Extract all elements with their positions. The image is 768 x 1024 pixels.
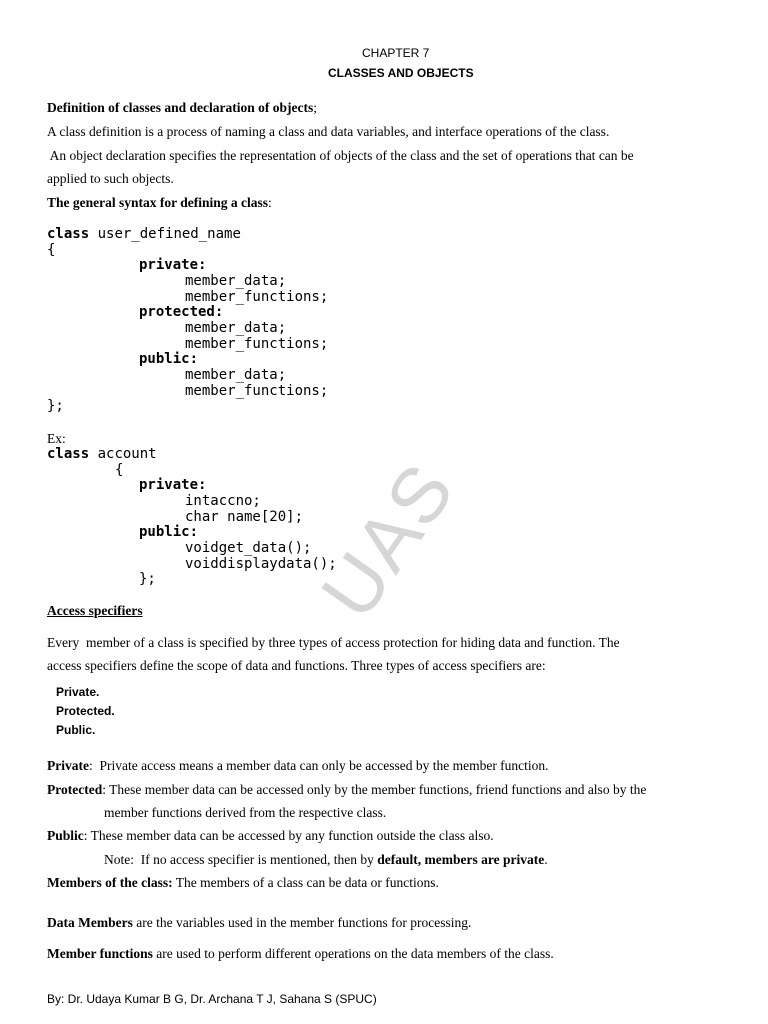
example-label: Ex: [47,431,66,446]
code-text: user_defined_name [89,226,241,242]
public-definition [47,828,494,844]
code-line: member_functions; [185,289,329,305]
member-functions-term: Member functions [47,946,153,961]
code-line: public: [139,524,199,540]
code-line: intaccno; [185,493,261,509]
code-line: { [47,242,56,258]
definition-paragraph-2-line-2: applied to such objects. [47,171,174,186]
code-line: member_functions; [185,383,329,399]
private-definition [47,758,549,774]
access-paragraph-line-2: access specifiers define the scope of data and functions. Three types of access specifiers are: [47,658,546,673]
member-functions-description: are used to perform different operations on the data members of the class. [152,946,554,961]
syntax-heading-text: The general syntax for defining a class [47,195,269,210]
code-line: private: [139,477,207,493]
protected-description-line-2: member functions derived from the respective class. [104,805,387,820]
code-line: char name[20]; [185,509,304,525]
syntax-heading-suffix: : [268,195,272,210]
access-paragraph-line-1: Every member of a class is specified by three types of access protection for hiding data and function. The [47,635,620,650]
code-line [47,226,241,242]
member-functions [47,946,554,962]
access-list-item-private: Private. [56,685,100,699]
access-specifiers-heading: Access specifiers [47,603,143,618]
code-keyword: class [47,226,90,242]
protected-term: Protected [47,782,103,797]
members-description: The members of a class can be data or functions. [172,875,439,890]
private-description: : Private access means a member data can only be accessed by the member function. [88,758,549,773]
members-of-class [47,875,439,891]
definition-paragraph-2-line-1: An object declaration specifies the representation of objects of the class and the set of operations that can be [47,148,634,163]
data-members [47,915,471,931]
syntax-heading [47,195,272,211]
chapter-title: CLASSES AND OBJECTS [328,66,474,80]
definition-heading-text: Definition of classes and declaration of objects [47,100,314,115]
code-line: protected: [139,304,224,320]
page-footer: By: Dr. Udaya Kumar B G, Dr. Archana T J, Sahana S (SPUC) [47,992,377,1006]
private-term: Private [47,758,89,773]
members-term: Members of the class: [47,875,173,890]
definition-heading-suffix: ; [313,100,317,115]
default-access-note [104,852,548,868]
code-line: member_data; [185,273,287,289]
definition-heading [47,100,317,116]
code-text: account [89,446,157,462]
code-line: member_data; [185,367,287,383]
code-line: member_data; [185,320,287,336]
code-line: { [115,462,124,478]
chapter-number: CHAPTER 7 [362,46,430,60]
code-keyword: class [47,446,90,462]
code-line: voidget_data(); [185,540,312,556]
watermark: UAS [304,446,472,634]
code-line [47,446,157,462]
note-bold: default, members are private [377,852,545,867]
code-line: }; [139,571,156,587]
note-suffix: . [544,852,548,867]
code-line: member_functions; [185,336,329,352]
data-members-description: are the variables used in the member functions for processing. [132,915,472,930]
protected-description: : These member data can be accessed only by the member functions, friend functions and also by the [102,782,647,797]
code-line: voiddisplaydata(); [185,556,337,572]
definition-paragraph-1: A class definition is a process of naming a class and data variables, and interface operations of the class. [47,124,610,139]
data-members-term: Data Members [47,915,133,930]
note-prefix: Note: If no access specifier is mentioned, then by [104,852,378,867]
code-line: }; [47,398,64,414]
access-list-item-public: Public. [56,723,96,737]
public-term: Public [47,828,84,843]
code-line: public: [139,351,199,367]
access-list-item-protected: Protected. [56,704,115,718]
protected-definition [47,782,646,798]
code-line: private: [139,257,207,273]
public-description: : These member data can be accessed by any function outside the class also. [83,828,494,843]
